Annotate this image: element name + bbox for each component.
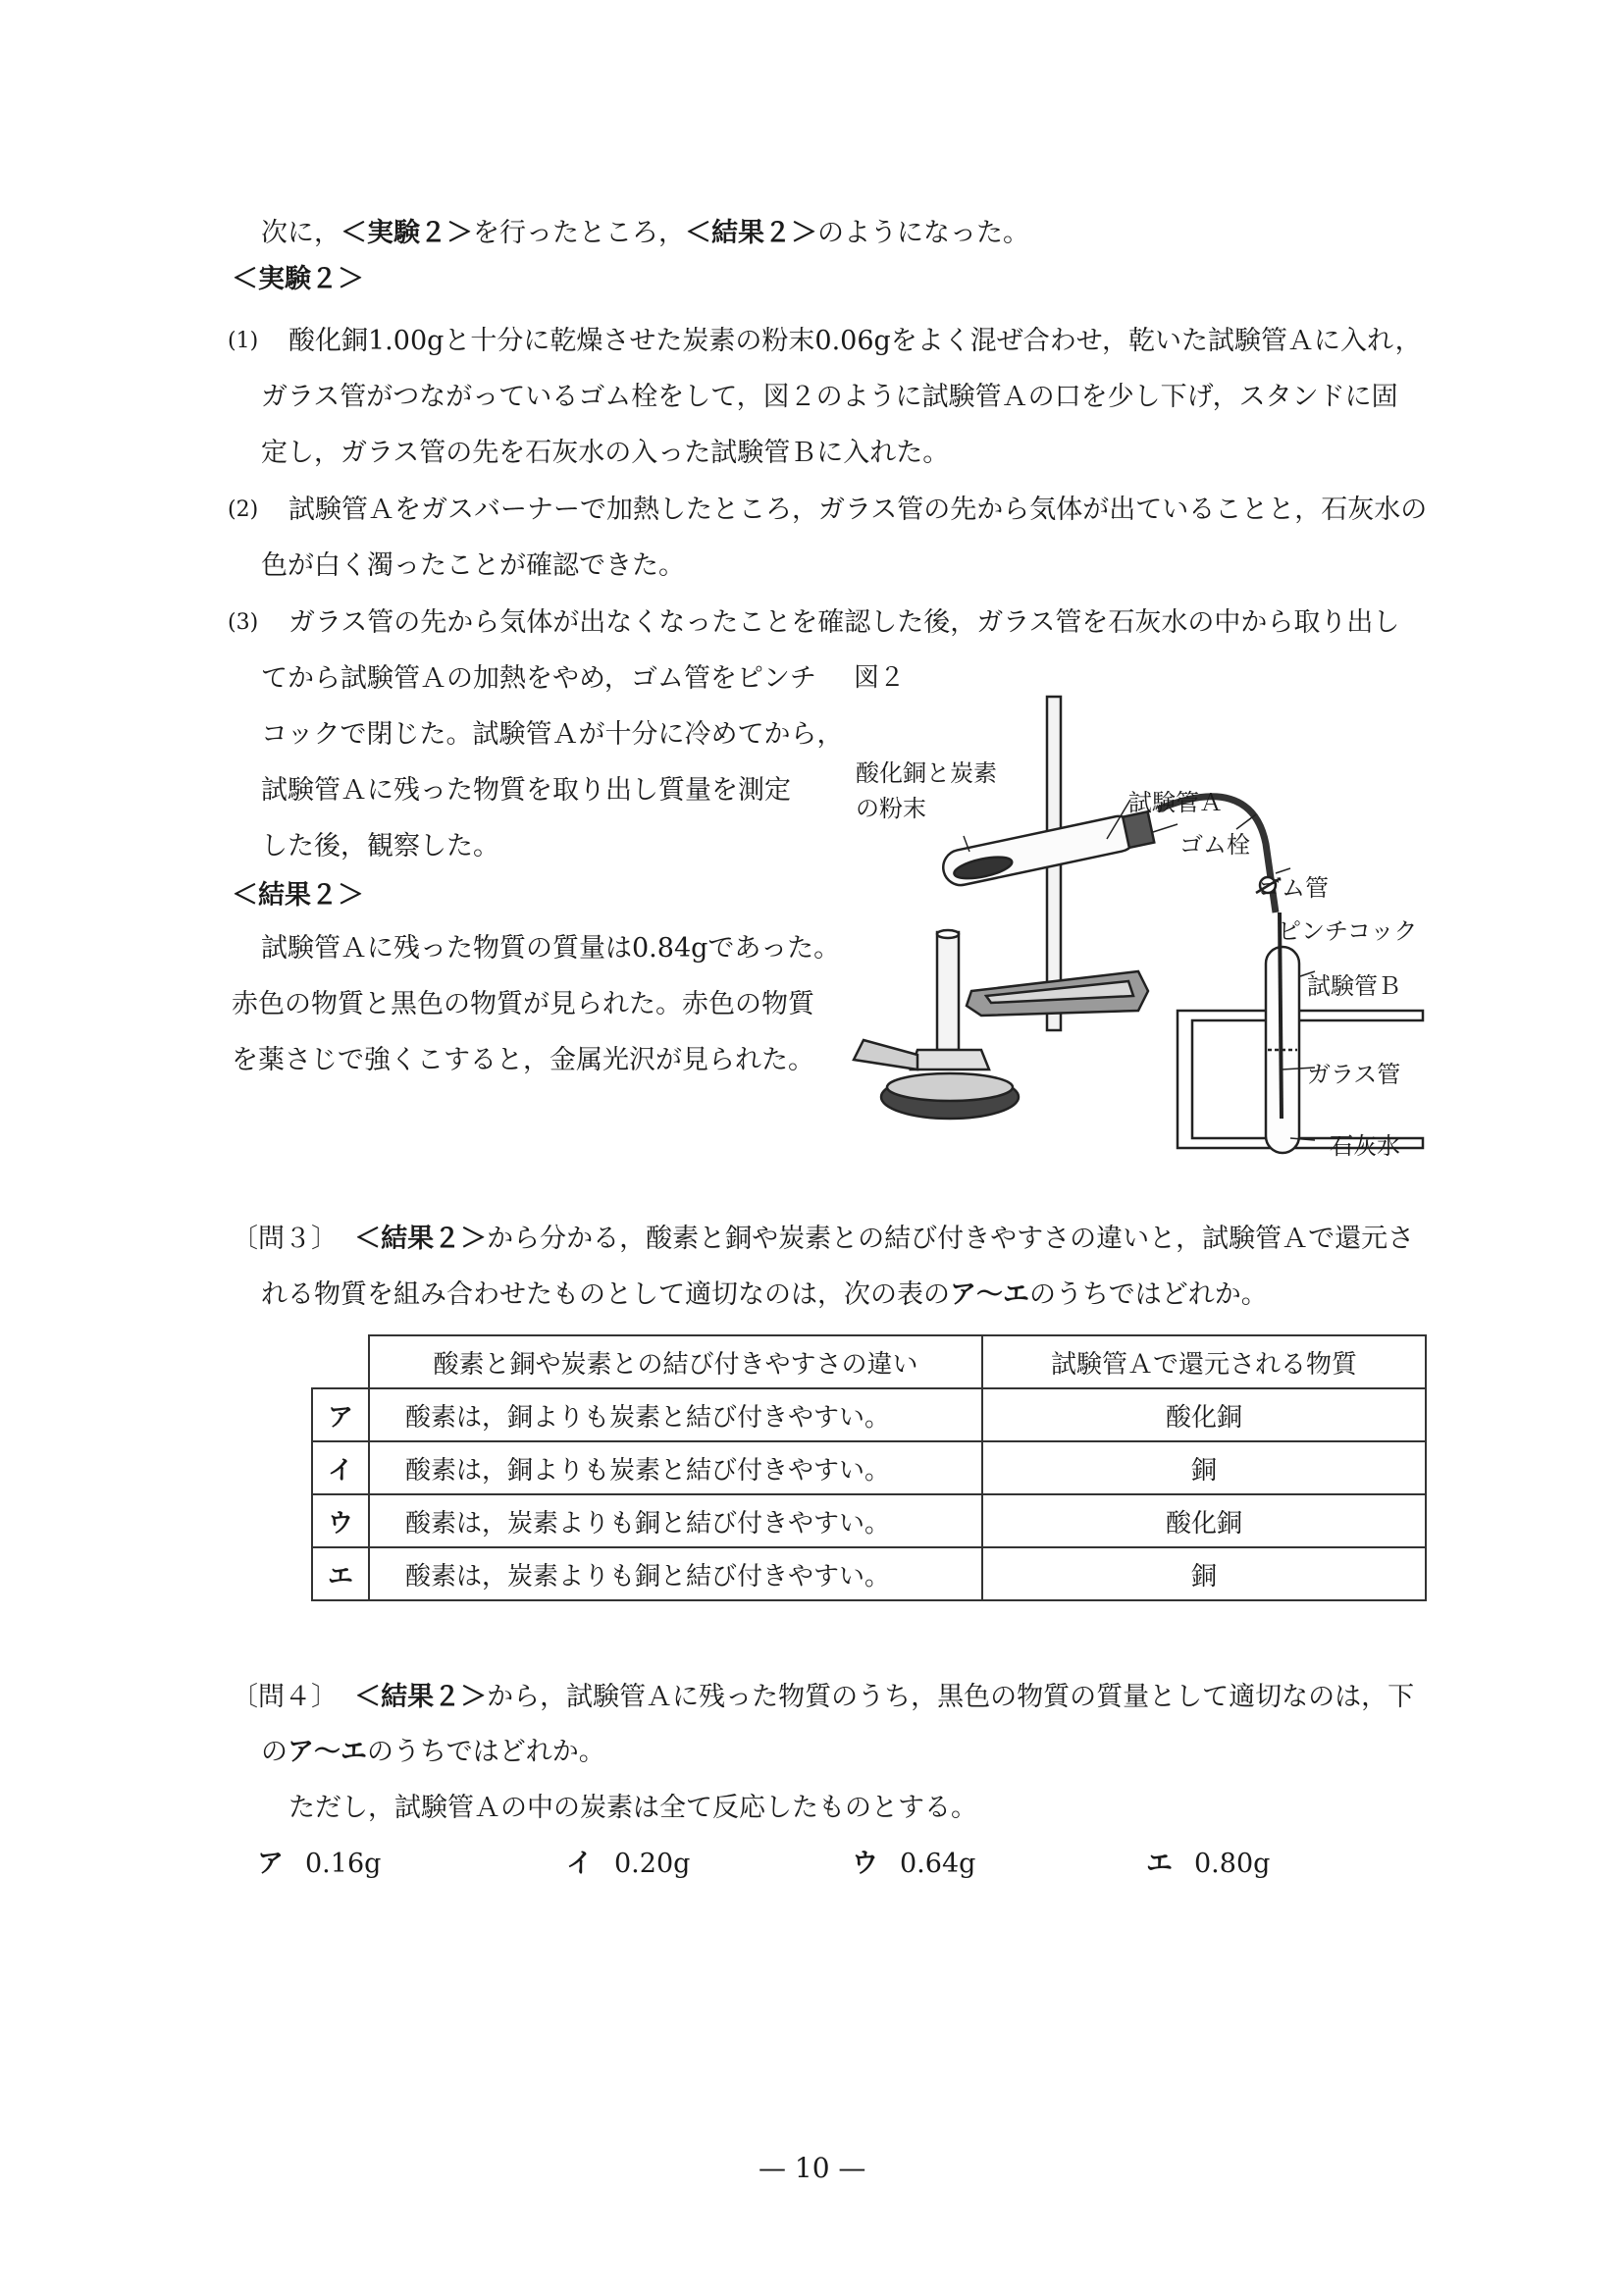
- q4-number: 〔問４〕: [232, 1682, 338, 1712]
- q3-table-header: [312, 1335, 1426, 1388]
- label-powder-line1: 酸化銅と炭素: [856, 759, 997, 787]
- q4-option-key: エ: [1146, 1849, 1173, 1879]
- q3-line2: [261, 1276, 1268, 1315]
- q4-result-ref: ＜結果２＞: [354, 1682, 488, 1712]
- q4-option[interactable]: [852, 1842, 975, 1880]
- q4-text: のうちではどれか。: [367, 1737, 605, 1767]
- q3-option-key: ウ: [312, 1494, 369, 1547]
- step2-number: (2): [228, 497, 259, 522]
- q3-choice-range: ア〜エ: [950, 1279, 1029, 1310]
- intro-text: を行ったところ，: [473, 218, 685, 248]
- q3-line1: [232, 1220, 1414, 1259]
- step1-line3: 定し，ガラス管の先を石灰水の入った試験管Ｂに入れた。: [261, 438, 950, 468]
- intro-text: 次に，: [261, 218, 340, 248]
- result2-line1: 試験管Ａに残った物質の質量は0.84gであった。: [261, 933, 841, 964]
- label-rubber-tube: ゴム管: [1258, 874, 1329, 902]
- intro-experiment-ref: ＜実験２＞: [340, 218, 473, 248]
- q4-text: から，試験管Ａに残った物質のうち，黒色の物質の質量として適切なのは，下: [487, 1682, 1415, 1712]
- step1-line2: ガラス管がつながっているゴム栓をして，図２のように試験管Ａの口を少し下げ，スタンドに固: [261, 382, 1398, 412]
- step3-line1: ガラス管の先から気体が出なくなったことを確認した後，ガラス管を石灰水の中から取り出し: [288, 607, 1400, 638]
- step3-line4: 試験管Ａに残った物質を取り出し質量を測定: [261, 775, 791, 806]
- intro-line: [261, 214, 1029, 253]
- q4-option[interactable]: [1146, 1842, 1270, 1880]
- result2-line2: 赤色の物質と黒色の物質が見られた。赤色の物質: [232, 989, 814, 1019]
- q4-option-value: 0.16g: [305, 1849, 382, 1879]
- q3-option-substance: 酸化銅: [982, 1494, 1426, 1547]
- table-row[interactable]: [312, 1494, 1426, 1547]
- q3-option-key: イ: [312, 1441, 369, 1494]
- q3-table: [311, 1334, 1427, 1601]
- step3-line2: てから試験管Ａの加熱をやめ，ゴム管をピンチ: [261, 663, 816, 694]
- step3-number: (3): [228, 610, 259, 635]
- q3-option-substance: 銅: [982, 1441, 1426, 1494]
- q3-col-reduced-substance: 試験管Ａで還元される物質: [982, 1335, 1426, 1388]
- q4-option-value: 0.80g: [1194, 1849, 1271, 1879]
- label-test-tube-b: 試験管Ｂ: [1307, 972, 1401, 1000]
- label-powder-line2: の粉末: [856, 795, 926, 822]
- q4-choice-range: ア〜エ: [288, 1737, 367, 1767]
- q3-option-difference: 酸素は，炭素よりも銅と結び付きやすい。: [369, 1547, 982, 1600]
- page-number: — 10 —: [759, 2152, 866, 2184]
- q4-option[interactable]: [257, 1842, 381, 1880]
- step1-line1: 酸化銅1.00gと十分に乾燥させた炭素の粉末0.06gをよく混ぜ合わせ，乾いた試験管Ａに入れ，: [288, 326, 1422, 356]
- label-pinchcock: ピンチコック: [1278, 917, 1418, 945]
- label-limewater: 石灰水: [1330, 1132, 1400, 1160]
- table-row[interactable]: [312, 1388, 1426, 1441]
- q4-note: ただし，試験管Ａの中の炭素は全て反応したものとする。: [288, 1793, 977, 1823]
- q3-option-substance: 酸化銅: [982, 1388, 1426, 1441]
- q4-option-value: 0.64g: [900, 1849, 976, 1879]
- q3-result-ref: ＜結果２＞: [354, 1224, 488, 1254]
- q4-option-key: ア: [257, 1849, 284, 1879]
- gas-burner-tube: [937, 932, 959, 1050]
- figure2-title: 図２: [854, 663, 906, 693]
- q4-option-value: 0.20g: [614, 1849, 691, 1879]
- q4-text: の: [261, 1737, 288, 1767]
- experiment2-heading: ＜実験２＞: [232, 264, 364, 294]
- q3-text: れる物質を組み合わせたものとして適切なのは，次の表の: [261, 1279, 950, 1310]
- label-glass-tube: ガラス管: [1307, 1061, 1401, 1088]
- result2-heading: ＜結果２＞: [232, 880, 364, 911]
- step2-line1: 試験管Ａをガスバーナーで加熱したところ，ガラス管の先から気体が出ていることと，石灰水の: [288, 495, 1428, 525]
- label-rubber-stopper: ゴム栓: [1179, 831, 1250, 859]
- result2-line3: を薬さじで強くこすると，金属光沢が見られた。: [232, 1045, 814, 1075]
- q3-option-difference: 酸素は，銅よりも炭素と結び付きやすい。: [369, 1441, 982, 1494]
- q3-table-corner: [312, 1335, 369, 1388]
- q3-option-key: ア: [312, 1388, 369, 1441]
- intro-text: のようになった。: [817, 218, 1029, 248]
- q4-option[interactable]: [566, 1842, 690, 1880]
- label-test-tube-a: 試験管Ａ: [1128, 789, 1223, 816]
- intro-result-ref: ＜結果２＞: [685, 218, 817, 248]
- q4-option-key: ウ: [852, 1849, 878, 1879]
- q3-option-difference: 酸素は，銅よりも炭素と結び付きやすい。: [369, 1388, 982, 1441]
- q3-option-key: エ: [312, 1547, 369, 1600]
- step3-line3: コックで閉じた。試験管Ａが十分に冷めてから，: [261, 719, 844, 750]
- q4-line1: [232, 1678, 1414, 1717]
- step1-number: (1): [228, 329, 259, 353]
- gas-burner-hose: [854, 1040, 917, 1070]
- table-row[interactable]: [312, 1441, 1426, 1494]
- q3-option-substance: 銅: [982, 1547, 1426, 1600]
- q3-col-difference: 酸素と銅や炭素との結び付きやすさの違い: [369, 1335, 982, 1388]
- step3-line5: した後，観察した。: [261, 831, 499, 861]
- q4-option-key: イ: [566, 1849, 593, 1879]
- step2-line2: 色が白く濁ったことが確認できた。: [261, 550, 685, 581]
- table-row[interactable]: [312, 1547, 1426, 1600]
- q3-text: から分かる，酸素と銅や炭素との結び付きやすさの違いと，試験管Ａで還元さ: [487, 1224, 1415, 1254]
- q3-option-difference: 酸素は，炭素よりも銅と結び付きやすい。: [369, 1494, 982, 1547]
- q4-line2: [261, 1733, 605, 1772]
- q3-text: のうちではどれか。: [1029, 1279, 1268, 1310]
- q3-number: 〔問３〕: [232, 1224, 338, 1254]
